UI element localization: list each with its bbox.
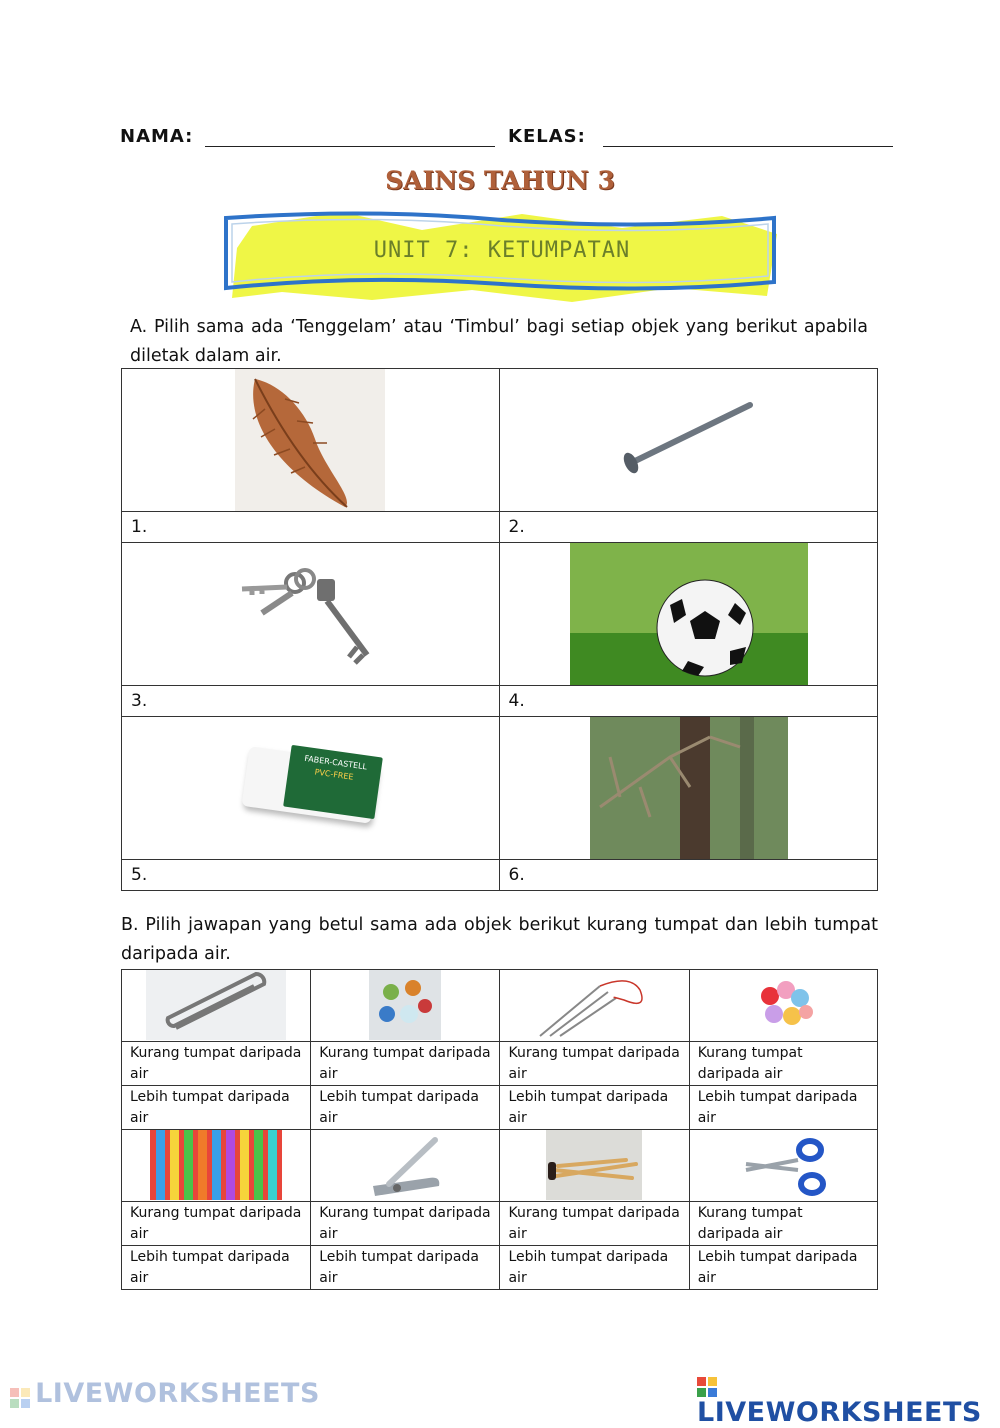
b-item-5-image — [122, 1130, 311, 1202]
watermark-left — [10, 1378, 320, 1409]
b-item-6-option-less[interactable]: Kurang tumpat daripada air — [311, 1202, 500, 1246]
section-a-instruction — [130, 313, 868, 371]
section-b-instruction: B. Pilih jawapan yang betul sama ada objek berikut kurang tumpat dan lebih tumpat daripada air. — [121, 915, 878, 964]
b-item-2-option-less[interactable]: Kurang tumpat daripada air — [311, 1042, 500, 1086]
watermark-right-text: LIVEWORKSHEETS — [697, 1396, 982, 1428]
b-item-6-option-more[interactable]: Lebih tumpat daripada air — [311, 1246, 500, 1290]
item-1-number[interactable]: 1. — [122, 512, 500, 543]
matches-icon — [546, 1130, 642, 1200]
b-item-5-option-less[interactable]: Kurang tumpat daripada air — [122, 1202, 311, 1246]
class-label: KELAS: — [508, 126, 586, 147]
b-item-2-image — [311, 970, 500, 1042]
item-6-number[interactable]: 6. — [499, 860, 878, 891]
name-label: NAMA: — [120, 126, 194, 147]
item-6-image-cell — [499, 717, 878, 860]
watermark-left-text: LIVEWORKSHEETS — [35, 1378, 320, 1409]
straws-icon — [150, 1130, 282, 1200]
b-item-6-image — [311, 1130, 500, 1202]
banner-text: UNIT 7: KETUMPATAN — [373, 238, 631, 263]
b-item-1-option-more[interactable]: Lebih tumpat daripada air — [122, 1086, 311, 1130]
class-field[interactable] — [603, 146, 893, 147]
football-icon — [570, 543, 808, 685]
needles-icon — [530, 970, 660, 1040]
twig-icon — [590, 717, 788, 859]
item-3-number[interactable]: 3. — [122, 686, 500, 717]
keys-icon — [237, 543, 382, 685]
page-title: SAINS TAHUN 3 — [385, 166, 615, 195]
b-item-5-option-more[interactable]: Lebih tumpat daripada air — [122, 1246, 311, 1290]
unit-banner — [222, 208, 782, 304]
b-item-1-image — [122, 970, 311, 1042]
b-item-4-option-less[interactable]: Kurang tumpat daripada air — [689, 1042, 877, 1086]
b-item-3-image — [500, 970, 689, 1042]
liveworksheets-logo-icon — [697, 1377, 717, 1397]
nail-clipper-icon — [369, 1130, 445, 1200]
item-4-number[interactable]: 4. — [499, 686, 878, 717]
eraser-icon — [237, 737, 387, 837]
paperclip-icon — [146, 970, 286, 1040]
section-a-text: A. Pilih sama ada ‘Tenggelam’ atau ‘Timbul’ bagi setiap objek yang berikut apabila diletak dalam air. — [130, 317, 868, 366]
b-item-8-option-more[interactable]: Lebih tumpat daripada air — [689, 1246, 877, 1290]
b-item-8-image — [689, 1130, 877, 1202]
item-4-image-cell — [499, 543, 878, 686]
nail-icon — [615, 369, 760, 511]
b-item-8-option-less[interactable]: Kurang tumpat daripada air — [689, 1202, 877, 1246]
item-5-number[interactable]: 5. — [122, 860, 500, 891]
b-item-1-option-less[interactable]: Kurang tumpat daripada air — [122, 1042, 311, 1086]
name-field[interactable] — [205, 146, 495, 147]
watermark-right[interactable] — [697, 1376, 1000, 1428]
liveworksheets-logo-icon — [10, 1388, 30, 1408]
b-item-7-image — [500, 1130, 689, 1202]
b-item-7-option-more[interactable]: Lebih tumpat daripada air — [500, 1246, 689, 1290]
marbles-icon — [369, 970, 441, 1040]
b-item-4-image — [689, 970, 877, 1042]
eraser-brand: FABER-CASTELL — [303, 753, 368, 772]
section-b-table — [121, 969, 878, 1290]
item-3-image-cell — [122, 543, 500, 686]
item-2-number[interactable]: 2. — [499, 512, 878, 543]
item-2-image-cell — [499, 369, 878, 512]
b-item-7-option-less[interactable]: Kurang tumpat daripada air — [500, 1202, 689, 1246]
feather-icon — [235, 369, 385, 511]
b-item-3-option-more[interactable]: Lebih tumpat daripada air — [500, 1086, 689, 1130]
b-item-2-option-more[interactable]: Lebih tumpat daripada air — [311, 1086, 500, 1130]
item-5-image-cell — [122, 717, 500, 860]
balloons-icon — [748, 970, 820, 1040]
scissors-icon — [742, 1130, 830, 1200]
b-item-4-option-more[interactable]: Lebih tumpat daripada air — [689, 1086, 877, 1130]
eraser-sub: PVC-FREE — [314, 767, 354, 782]
b-item-3-option-less[interactable]: Kurang tumpat daripada air — [500, 1042, 689, 1086]
section-a-table — [121, 368, 878, 891]
item-1-image-cell — [122, 369, 500, 512]
